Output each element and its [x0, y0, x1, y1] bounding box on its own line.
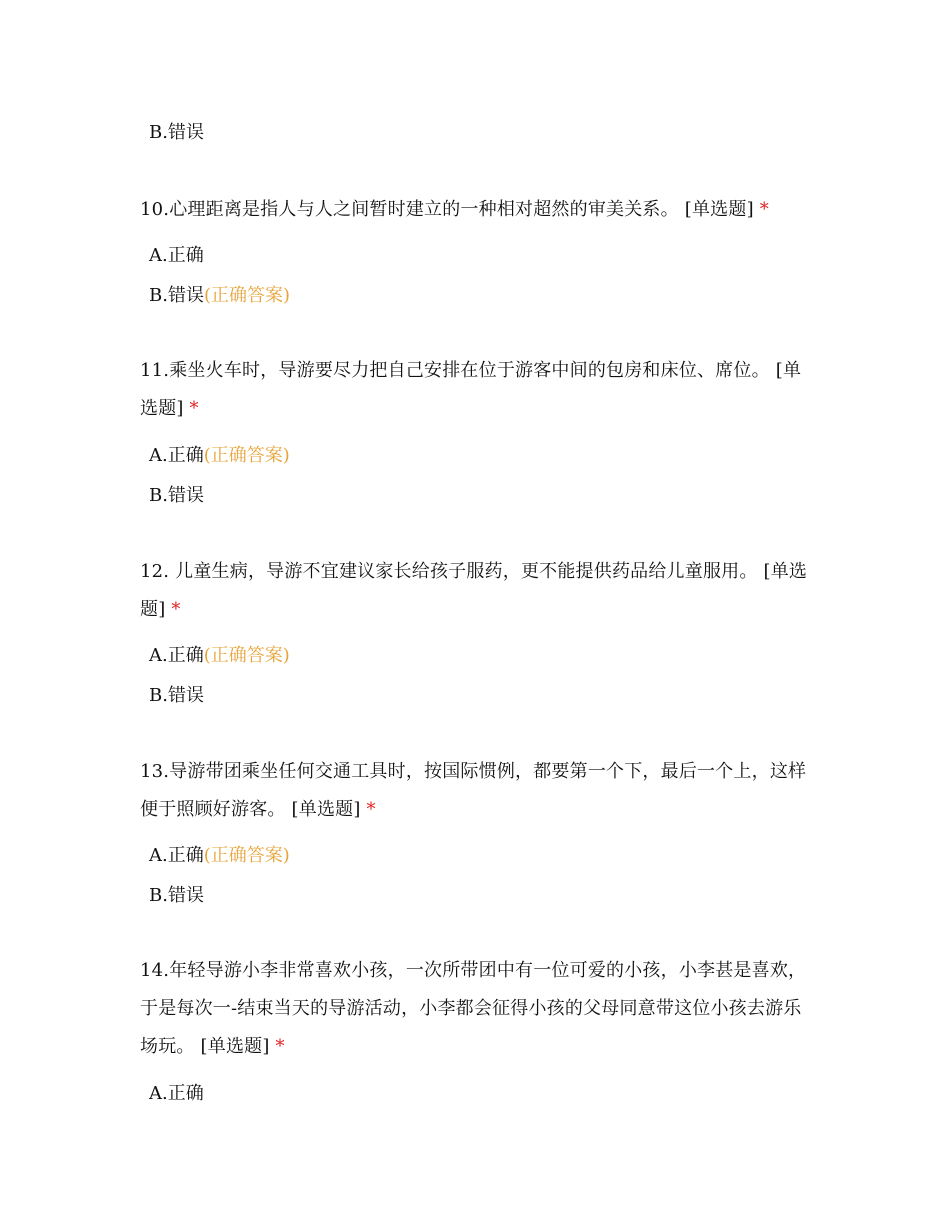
option-label: B.错误	[149, 485, 204, 506]
required-star: *	[189, 398, 199, 419]
option-b-q12[interactable]	[149, 684, 204, 708]
option-label: B.错误	[149, 122, 204, 143]
correct-answer-tag: (正确答案)	[203, 285, 290, 306]
option-label: A.正确	[149, 445, 204, 466]
option-a-q11[interactable]	[149, 444, 290, 468]
required-star: *	[759, 199, 769, 220]
option-a-q14[interactable]	[149, 1082, 204, 1106]
question-text: 13.导游带团乘坐任何交通工具时，按国际惯例，都要第一个下，最后一个上，这样便于照顾好游客。 [单选题] *	[140, 761, 807, 820]
option-b-q10[interactable]	[149, 284, 290, 308]
question-text: 11.乘坐火车时，导游要尽力把自己安排在位于游客中间的包房和床位、席位。 [单选题] *	[140, 360, 802, 419]
question-11	[140, 352, 810, 428]
option-label: B.错误	[149, 885, 204, 906]
question-12	[140, 553, 810, 629]
required-star: *	[171, 599, 181, 620]
option-label: A.正确	[149, 1083, 204, 1104]
option-label: A.正确	[149, 245, 204, 266]
question-text: 14.年轻导游小李非常喜欢小孩，一次所带团中有一位可爱的小孩，小李甚是喜欢，于是每次一-结束当天的导游活动，小李都会征得小孩的父母同意带这位小孩去游乐场玩。 [单选题] *	[140, 960, 807, 1057]
correct-answer-tag: (正确答案)	[203, 445, 290, 466]
option-label: A.正确	[149, 645, 204, 666]
option-a-q10[interactable]	[149, 244, 204, 268]
option-a-q13[interactable]	[149, 844, 290, 868]
option-b-q9[interactable]	[149, 121, 204, 145]
option-label: B.错误	[149, 685, 204, 706]
question-14	[140, 952, 810, 1066]
option-label: A.正确	[149, 845, 204, 866]
question-text: 10.心理距离是指人与人之间暂时建立的一种相对超然的审美关系。 [单选题] *	[140, 199, 769, 220]
question-10	[140, 191, 810, 229]
option-b-q11[interactable]	[149, 484, 204, 508]
required-star: *	[275, 1036, 285, 1057]
question-text: 12. 儿童生病，导游不宜建议家长给孩子服药，更不能提供药品给儿童服用。 [单选题] *	[140, 561, 808, 620]
option-a-q12[interactable]	[149, 644, 290, 668]
question-13	[140, 753, 810, 829]
required-star: *	[366, 799, 376, 820]
option-b-q13[interactable]	[149, 884, 204, 908]
correct-answer-tag: (正确答案)	[203, 645, 290, 666]
correct-answer-tag: (正确答案)	[203, 845, 290, 866]
option-label: B.错误	[149, 285, 204, 306]
